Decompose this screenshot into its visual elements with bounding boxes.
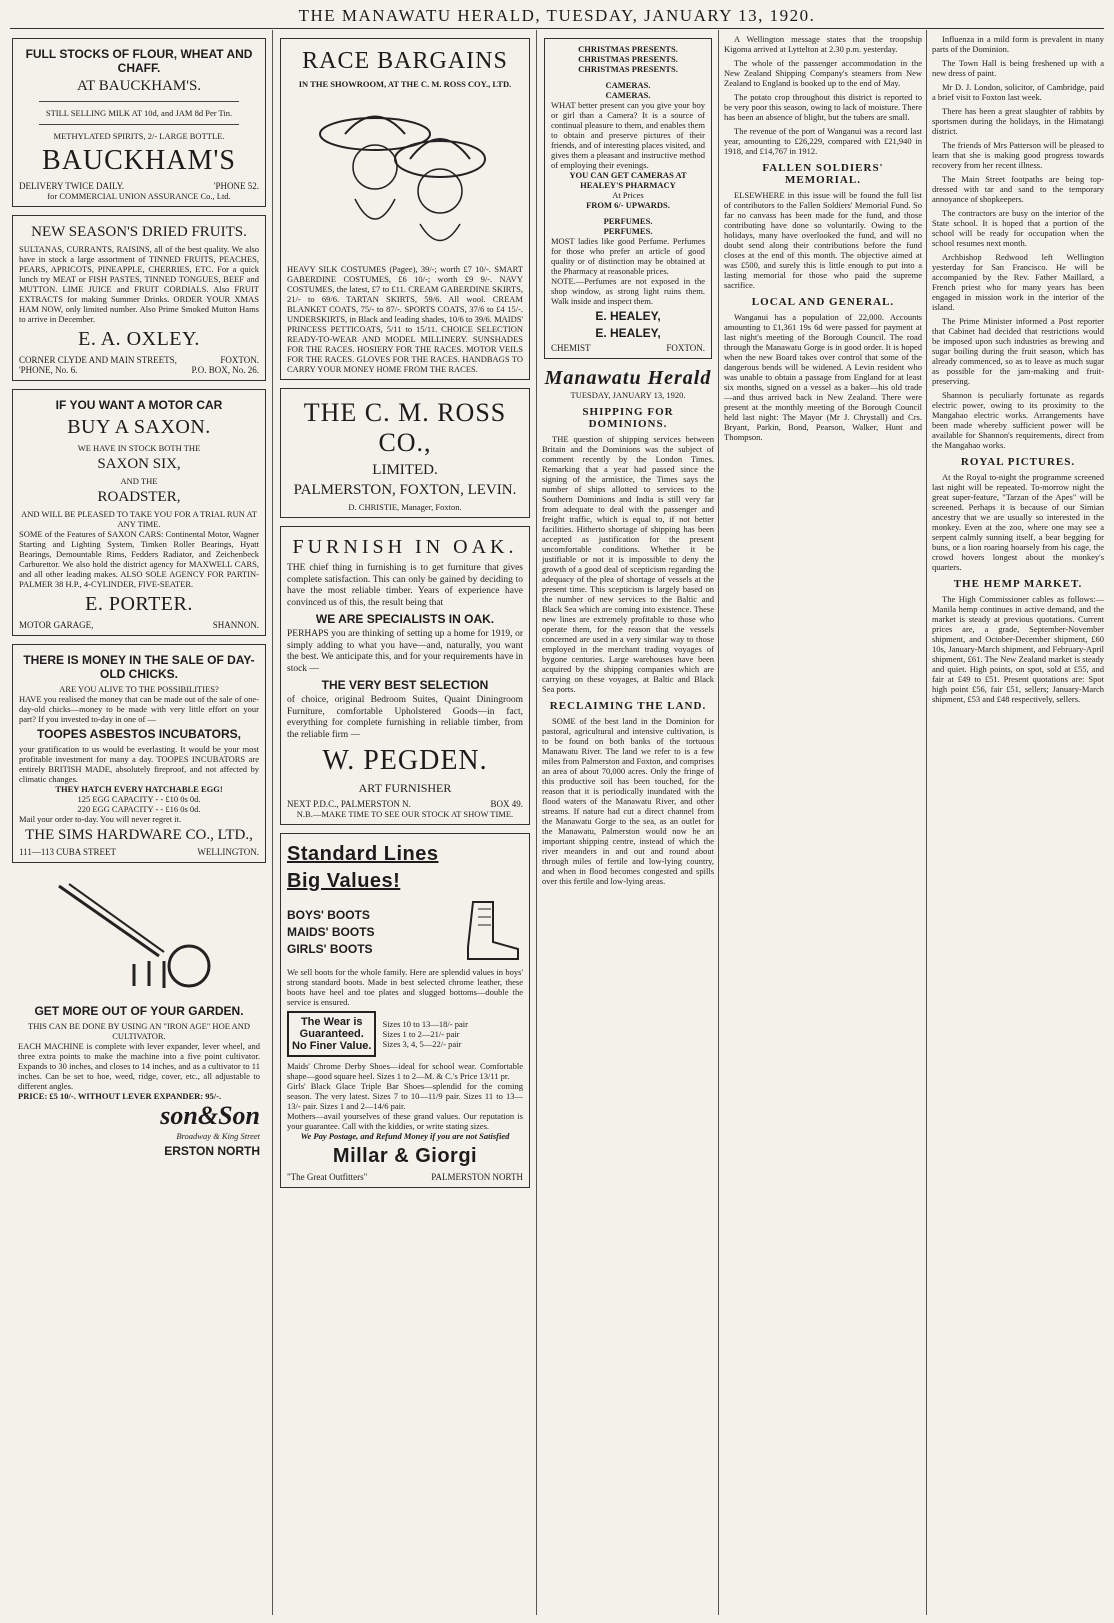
ross-ad <box>280 388 530 518</box>
column-divider <box>272 30 273 1615</box>
oxley-box: P.O. BOX, No. 26. <box>191 365 259 375</box>
healey-perf-1: PERFUMES. <box>603 216 653 226</box>
masthead-rule <box>10 28 1104 29</box>
column-4 <box>724 34 922 446</box>
bauckham-phone: 'PHONE 52. <box>213 181 259 191</box>
millar-mothers: Mothers—avail yourselves of these grand values. Our reputation is your guarantee. Call with the kiddies, or write stating sizes. <box>287 1111 523 1131</box>
fallen-heading: FALLEN SOLDIERS' MEMORIAL. <box>762 162 884 186</box>
race-bargains-ad <box>280 38 530 380</box>
garden-town: ERSTON NORTH <box>164 1144 260 1158</box>
oxley-name: E. A. OXLEY. <box>78 328 200 350</box>
porter-town: SHANNON. <box>212 620 259 630</box>
porter-and: AND THE <box>120 476 158 486</box>
hemp-heading: THE HEMP MARKET. <box>953 578 1083 590</box>
oak-best: THE VERY BEST SELECTION <box>321 678 489 692</box>
oxley-title: NEW SEASON'S DRIED FRUITS. <box>31 224 247 240</box>
healey-perfbody: MOST ladies like good Perfume. Perfumes for those who prefer an article of good quality or of distinction may be obtained at the Pharmacy at reasonable prices. <box>551 236 705 276</box>
porter-body: SOME of the Features of SAXON CARS: Continental Motor, Wagner Starting and Lighting System, Timken Roller Bearings, Hyatt Bearings, Demountable Rims, Fedders Radiator, and Zeichenbeck Carburettor. We also hold the district agency for MAXWELL CARS, and all other leading makes. ALSO SOLE AGENCY FOR PARTIN-PALMER 38 H.P., 4-CYLINDER, FIVE-SEATER. <box>19 529 259 589</box>
news-item: The contractors are busy on the interior of the State school. It is hoped that a portion of the school will be ready for occupation when the school resumes next month. <box>932 208 1104 248</box>
ross-towns: PALMERSTON, FOXTON, LEVIN. <box>293 482 517 498</box>
news-item: The potato crop throughout this district is reported to be very poor this season, owing to lack of moisture. There has been an absence of blight, but the tubers are small. <box>724 92 922 122</box>
porter-kicker: IF YOU WANT A MOTOR CAR <box>55 398 223 412</box>
healey-prices: At Prices <box>612 190 644 200</box>
shipping-heading: SHIPPING FOR DOMINIONS. <box>582 406 674 430</box>
column-3 <box>542 34 714 890</box>
healey-note: NOTE.—Perfumes are not exposed in the shop window, as strong light ruins them. Walk inside and inspect them. <box>551 276 705 306</box>
millar-wear2: Guaranteed. <box>299 1028 364 1040</box>
hemp-article: The High Commissioner cables as follows:— Manila hemp continues in active demand, and the market is steady at previous quotations. Current prices are, a grade, September-November shipment, and October-December shipment, £60 10s, January-March shipment, and February-April shipment, £61. The New Zealand market is steady and quiet. High points, on spot, sold at £55, and fair at £49 to £51. Present quotations are: Spot high point £56, fair £51, sellers; January-March shipment, £53 and £48 respectively, sellers. <box>932 594 1104 704</box>
fallen-article: ELSEWHERE in this issue will be found the full list of contributors to the Fallen Soldiers' Memorial Fund. So far no canvass has been made for the fund, and those contributing have done so voluntarily. Owing to the holidays, many have overlooked the fund, and will no doubt send along their contributions before the fund closes at the end of this month. The objective aimed at was £500, and surely this is little enough to put into a lasting memorial for those who paid the supreme sacrifice. <box>724 190 922 290</box>
ladies-hats-illustration <box>315 89 495 259</box>
royal-heading: ROYAL PICTURES. <box>960 456 1076 468</box>
millar-l3: GIRLS' BOOTS <box>287 942 373 956</box>
news-item: The Prime Minister informed a Post reporter that Cabinet had decided that restrictions would be imposed upon such industries as brewing and sugar boiling during the fruit season, which has already commenced, so as to leave as much sugar as possible for the jam-making and fruit-preserving. <box>932 316 1104 386</box>
pegden-trade: ART FURNISHER <box>358 781 452 795</box>
race-items: HEAVY SILK COSTUMES (Pagee), 39/-; worth £7 10/-. SMART GABERDINE COSTUMES, £6 10/-; worth £9 9/-. NAVY COSTUMES, the latest, £7 to £11. CREAM GABERDINE SKIRTS, 21/- to 69/6. TARTAN SKIRTS, 59/6. All wool. CREAM BLANKET COATS, 75/- to 87/-. SPORTS COATS, 37/6 to £4 15/-. UNDERSKIRTS, in Black and leading shades, 10/6 to 39/6. MAIDS' PRINCESS PETTICOATS, 5/11 to 15/11. CHOICE SELECTION READY-TO-WEAR AND MODEL MILLINERY. SUNSHADES FOR THE RACES. HOSIERY FOR THE RACES. MOTOR VEILS FOR THE RACES. GLOVES FOR THE RACES. HANDBAGS TO CARRY YOUR MONEY HOME FROM THE RACES. <box>287 264 523 374</box>
news-item: The friends of Mrs Patterson will be pleased to learn that she is making good progress towards recovery from her recent illness. <box>932 140 1104 170</box>
sims-body: HAVE you realised the money that can be made out of the sale of one-day-old chicks—money to be made with very little effort on your part? If you invested to-day in one of — <box>19 694 259 724</box>
sims-cap2: 220 EGG CAPACITY - - £16 0s 0d. <box>77 804 201 814</box>
reclaim-heading: RECLAIMING THE LAND. <box>549 700 707 712</box>
porter-ad <box>12 389 266 636</box>
sims-toopes: TOOPES ASBESTOS INCUBATORS, <box>36 727 242 741</box>
porter-line2: AND WILL BE PLEASED TO TAKE YOU FOR A TRIAL RUN AT ANY TIME. <box>21 509 257 529</box>
news-item: The whole of the passenger accommodation in the New Zealand Shipping Company's steamers from New Zealand to England is booked up to the end of May. <box>724 58 922 88</box>
oxley-town: FOXTON. <box>220 355 259 365</box>
porter-six: SAXON SIX, <box>97 456 181 472</box>
news-item: The Main Street footpaths are being top-dressed with tar and sand to the temporary annoyance of shopkeepers. <box>932 174 1104 204</box>
bauckham-line1: FULL STOCKS OF FLOUR, WHEAT AND CHAFF. <box>25 47 253 75</box>
news-item: The Town Hall is being freshened up with a new dress of paint. <box>932 58 1104 78</box>
news-item: Mr D. J. London, solicitor, of Cambridge, paid a brief visit to Foxton last week. <box>932 82 1104 102</box>
millar-motto: "The Great Outfitters" <box>287 1172 368 1182</box>
millar-girls: Girls' Black Glace Triple Bar Shoes—splendid for the coming season. The very latest. Sizes 7 to 10—11/9 pair. Sizes 11 to 13—13/- pair. Sizes 1 and 2—14/6 pair. <box>287 1081 523 1111</box>
porter-title: BUY A SAXON. <box>67 416 211 438</box>
garden-firm: son&Son <box>160 1101 260 1130</box>
bauckham-agent: for COMMERCIAL UNION ASSURANCE Co., Ltd. <box>47 191 231 201</box>
cultivator-illustration <box>39 876 239 996</box>
news-item: The revenue of the port of Wanganui was a record last year, amounting to £26,229, compared with £21,940 in 1918, and £14,767 in 1912. <box>724 126 922 156</box>
healey-cam-2: CAMERAS. <box>605 90 651 100</box>
herald-nameplate: Manawatu Herald <box>544 367 712 389</box>
porter-name: E. PORTER. <box>85 593 193 615</box>
column-5 <box>932 34 1104 708</box>
oak-p2: PERHAPS you are thinking of setting up a home for 1919, or simply adding to what you have—and, naturally, you want the best. We anticipate this, and for your requirements have in stock — <box>287 629 523 674</box>
porter-garage: MOTOR GARAGE, <box>19 620 94 630</box>
royal-article: At the Royal to-night the programme screened last night will be repeated. To-morrow night the great super-feature, "Tarzan of the Apes" will be screened. Perhaps it is because of our Simian ancestry that we are usually so interested in the monkey. Even at the zoo, where one may see a serpent calmly sunning itself, a bear begging for buns, or a lion roaring hoarsely from his cage, the crowd hovers longest about the monkey's quarters. <box>932 472 1104 572</box>
news-item: Shannon is peculiarly fortunate as regards electric power, owing to its proximity to the Mangahao electric works. Arrangements have been made whereby sufficient power will be available for Shannon's requirements, direct from the Mangahao works. <box>932 390 1104 450</box>
sims-ad <box>12 644 266 863</box>
healey-xmas-2: CHRISTMAS PRESENTS. <box>578 54 678 64</box>
sims-name: THE SIMS HARDWARE CO., LTD., <box>25 827 253 843</box>
column-divider <box>536 30 537 1615</box>
millar-body: We sell boots for the whole family. Here are splendid values in boys' strong standard boots. Made in best selected chrome leather, these boots have heel and toe plates and slugged bottoms—double the service is ensured. <box>287 967 523 1007</box>
garden-body: EACH MACHINE is complete with lever expander, lever wheel, and three extra points to make the machine into a five point cultivator. Expands to 30 inches, and closes to 14 inches, and as a cultivator to 11 inches. Can be set to hoe, weed, ridge, cover, etc., all adjustable to different angles. <box>18 1041 260 1091</box>
bauckham-ad <box>12 38 266 207</box>
porter-roadster: ROADSTER, <box>97 489 181 505</box>
millar-maids: Maids' Chrome Derby Shoes—ideal for school wear. Comfortable shape—good square heel. Sizes 1 to 2—M. & C.'s Price 13/11 pr. <box>287 1061 523 1081</box>
race-sub: IN THE SHOWROOM, AT THE C. M. ROSS COY., LTD. <box>298 79 512 89</box>
herald-date: TUESDAY, JANUARY 13, 1920. <box>570 390 686 400</box>
millar-wear1: The Wear is <box>300 1016 363 1028</box>
healey-chem: CHEMIST <box>551 343 591 353</box>
garden-addr: Broadway & King Street <box>176 1131 260 1141</box>
millar-town: PALMERSTON NORTH <box>431 1172 523 1182</box>
sims-mail: Mail your order to-day. You will never regret it. <box>19 814 182 824</box>
healey-ad <box>544 38 712 359</box>
pegden-name: W. PEGDEN. <box>322 745 488 776</box>
oak-title: FURNISH IN OAK. <box>292 536 518 558</box>
news-item: A Wellington message states that the troopship Kigoma arrived at Lyttelton at 2.30 p.m. yesterday. <box>724 34 922 54</box>
millar-h2: Big Values! <box>287 870 401 892</box>
masthead: THE MANAWATU HERALD, TUESDAY, JANUARY 13, 1920. <box>298 6 816 25</box>
pegden-box: BOX 49. <box>490 799 523 809</box>
oxley-addr: CORNER CLYDE AND MAIN STREETS, <box>19 355 177 365</box>
healey-cam-1: CAMERAS. <box>605 80 651 90</box>
oak-p3: of choice, original Bedroom Suites, Quaint Diningroom Furniture, comfortable Upholstered Goods—in fact, everything for complete furnishing in reliable timber, from the reliable firm — <box>287 695 523 740</box>
news-item: Archbishop Redwood left Wellington yesterday for San Francisco. He will be accompanied by the Rev. Father Maillard, a French priest who for many years has been engaged in mission work in the interior of the island. <box>932 252 1104 312</box>
ross-ltd: LIMITED. <box>372 462 438 478</box>
bauckham-line2: AT BAUCKHAM'S. <box>76 78 202 94</box>
column-divider <box>718 30 719 1615</box>
race-title: RACE BARGAINS <box>302 48 508 74</box>
healey-name-1: E. HEALEY, <box>595 309 661 323</box>
sims-addr: 111—113 CUBA STREET <box>19 847 117 857</box>
garden-title: GET MORE OUT OF YOUR GARDEN. <box>34 1004 244 1018</box>
healey-buy: YOU CAN GET CAMERAS AT HEALEY'S PHARMACY <box>569 170 687 190</box>
millar-name: Millar & Giorgi <box>332 1145 478 1167</box>
boot-icon <box>453 897 523 967</box>
local-article: Wanganui has a population of 22,000. Accounts amounting to £1,361 19s 6d were passed for payment at last night's meeting of the Borough Council. The road through the Manawatu Gorge is in good order. It is hoped when the new Board takes over control that some of the dangerous bends will be widened. A Levin resident who was unable to obtain a passage from England for at least six months, signed on a vessel as a baker—his old trade—and thus arrived back in New Zealand. There were present at the monthly meeting of the Borough Council held last night: The Mayor (Mr J. Chrystall) and Crs. Bryant, Parkin, Bond, Pearson, Walker, Hunt and Thompson. <box>724 312 922 442</box>
oak-special: WE ARE SPECIALISTS IN OAK. <box>315 612 495 626</box>
healey-town: FOXTON. <box>666 343 705 353</box>
oxley-phone: 'PHONE, No. 6. <box>19 365 78 375</box>
oxley-body: SULTANAS, CURRANTS, RAISINS, all of the best quality. We also have in stock a large assortment of TINNED FRUITS, PEACHES, PEARS, APRICOTS, PINEAPPLE, CHERRIES, ETC. For a quick lunch try MEAT or FISH PASTES, TINNED TONGUES, BEEF and MUTTON. LIME JUICE and FRUIT CORDIALS. Also FRUIT EXTRACTS for making Summer Drinks. ORDER YOUR XMAS HAM NOW, only limited number. Also Prime Smoked Mutton Hams to arrive in December. <box>19 244 259 324</box>
bauckham-line4: METHYLATED SPIRITS, 2/- LARGE BOTTLE. <box>53 131 225 141</box>
sims-body2: your gratification to us would be everlasting. It would be your most profitable investment for many a day. TOOPES INCUBATORS are entirely BRITISH MADE, absolutely fireproof, and not affected by climatic changes. <box>19 744 259 784</box>
sims-hatch: THEY HATCH EVERY HATCHABLE EGG! <box>55 784 223 794</box>
sims-sub: ARE YOU ALIVE TO THE POSSIBILITIES? <box>59 684 219 694</box>
column-1 <box>10 34 268 1174</box>
healey-xmas-1: CHRISTMAS PRESENTS. <box>578 44 678 54</box>
oxley-ad <box>12 215 266 381</box>
ross-mgr: D. CHRISTIE, Manager, Foxton. <box>348 502 462 512</box>
garden-ad <box>12 871 266 1166</box>
shipping-article: THE question of shipping services between Britain and the Dominions was the subject of comment recently by the London Times. Remarking that a year had passed since the signing of the armistice, the Times says the number of ships allotted to services to the Southern Dominions and India is still very far from adequate to deal with the passenger and freight traffic, which is equal to, if not better facilities. Hitherto shortage of shipping has been accepted as justification for the present uncomfortable conditions. Whether it be justifiable or not it is impossible to deny the growth of a good deal of scepticism regarding the adequacy of the plea of shortage of vessels at the present time. This scepticism is largely based on the number of new services to the Baltic and Black Sea which are coming into existence. These new lines are extremely profitable to those who operate them, for the reason that the vessels concerned are used in a very similar way to those employed in the merchant trading voyages of bygone centuries. Large warehouses have been acquired by the shipping companies which are carrying on these voyages, at Baltic and Black Sea ports. <box>542 434 714 694</box>
porter-line1: WE HAVE IN STOCK BOTH THE <box>77 443 201 453</box>
healey-name-2: E. HEALEY, <box>595 326 661 340</box>
millar-s3: Sizes 3, 4, 5—22/- pair <box>382 1039 462 1049</box>
column-2 <box>278 34 532 1196</box>
healey-perf-2: PERFUMES. <box>603 226 653 236</box>
bauckham-delivery: DELIVERY TWICE DAILY. <box>19 181 125 191</box>
ross-name: THE C. M. ROSS CO., <box>303 398 507 457</box>
garden-sub: THIS CAN BE DONE BY USING AN "IRON AGE" HOE AND CULTIVATOR. <box>28 1021 250 1041</box>
reclaim-article: SOME of the best land in the Dominion for pastoral, agricultural and intensive cultivation, is to be found on both banks of the tortuous Manawatu River. The land we refer to is a few miles from Palmerston and Foxton, and comprises an area of about 70,000 acres. Only the fringe of this productive soil has been touched, for the reason that it is periodically inundated with the flood waters of the Manawatu River, and other streams. If nature had cut a direct channel from the Manawatu Gorge to the sea, as an outlet for the Manawatu, Palmerston would now be an important shipping centre, instead of which the river meanders in and out and round about through miles of fertile and low-lying country, and when in flood becomes congested and spills over this fertile and low-lying areas. <box>542 716 714 886</box>
millar-s1: Sizes 10 to 13—18/- pair <box>382 1019 468 1029</box>
column-divider <box>926 30 927 1615</box>
healey-xmas-3: CHRISTMAS PRESENTS. <box>578 64 678 74</box>
pegden-ad <box>280 526 530 825</box>
bauckham-line3: STILL SELLING MILK AT 10d, and JAM 8d Per Tin. <box>45 108 233 118</box>
millar-l1: BOYS' BOOTS <box>287 908 370 922</box>
news-item: Influenza in a mild form is prevalent in many parts of the Dominion. <box>932 34 1104 54</box>
bauckham-name: BAUCKHAM'S <box>42 145 236 176</box>
millar-wear3: No Finer Value. <box>292 1040 372 1052</box>
healey-from: FROM 6/- UPWARDS. <box>586 200 670 210</box>
millar-giorgi-ad <box>280 833 530 1188</box>
millar-h1: Standard Lines <box>287 843 439 865</box>
news-item: There has been a great slaughter of rabbits by sportsmen during the holidays, in the Himatangi district. <box>932 106 1104 136</box>
oak-p1: THE chief thing in furnishing is to get furniture that gives complete satisfaction. This can only be gained by deciding to have the most reliable timber. Years of experience have convinced us of this, the result being that <box>287 563 523 608</box>
sims-town: WELLINGTON. <box>197 847 259 857</box>
sims-cap1: 125 EGG CAPACITY - - £10 0s 0d. <box>77 794 201 804</box>
sims-title: THERE IS MONEY IN THE SALE OF DAY-OLD CHICKS. <box>23 653 255 681</box>
millar-s2: Sizes 1 to 2—21/- pair <box>382 1029 460 1039</box>
pegden-addr: NEXT P.D.C., PALMERSTON N. <box>287 799 411 809</box>
local-heading: LOCAL AND GENERAL. <box>751 296 895 308</box>
pegden-nb: N.B.—MAKE TIME TO SEE OUR STOCK AT SHOW TIME. <box>296 809 514 819</box>
millar-l2: MAIDS' BOOTS <box>287 925 375 939</box>
garden-price: PRICE: £5 10/-. WITHOUT LEVER EXPANDER: 95/-. <box>18 1091 222 1101</box>
healey-body: WHAT better present can you give your boy or girl than a Camera? It is a source of continual pleasure to them, and enables them to obtain and preserve pictures of their friends, and of interesting places visited, and gives them a pleasant and instructive method of employing their evenings. <box>551 100 705 170</box>
millar-postage: We Pay Postage, and Refund Money if you are not Satisfied <box>300 1131 510 1141</box>
